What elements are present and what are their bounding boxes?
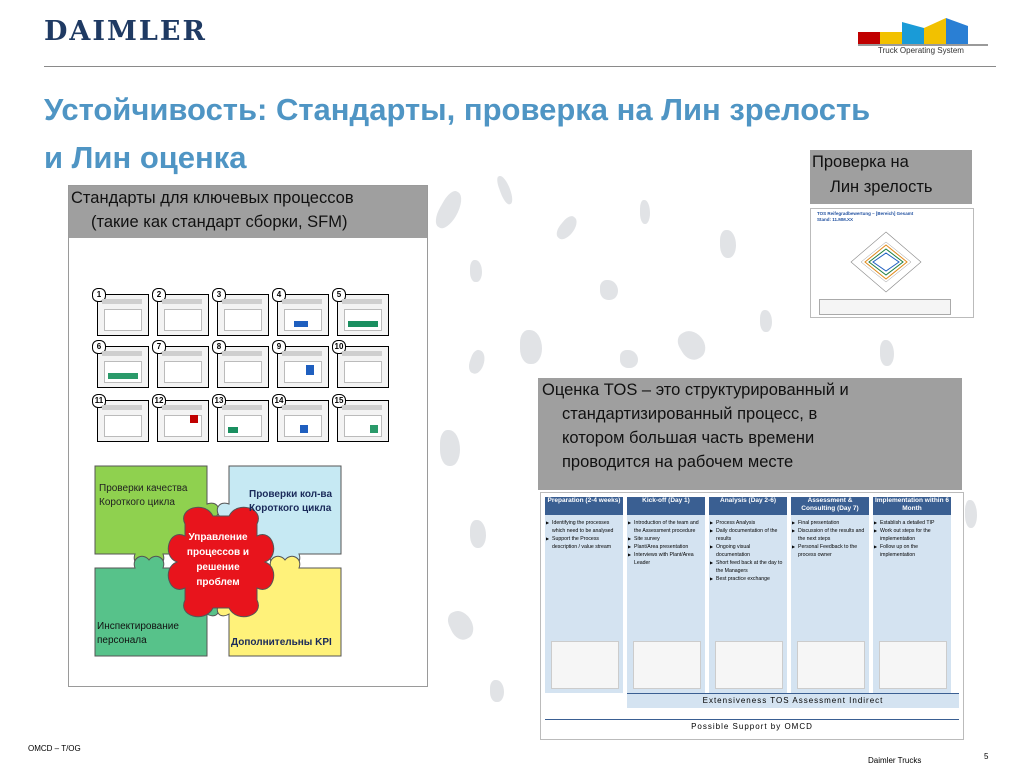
puzzle-top-left-label: Проверки качества Короткого цикла (99, 483, 188, 508)
standard-card (276, 342, 329, 388)
phase-title: Kick-off (Day 1) (627, 497, 705, 515)
card-number: 12 (152, 394, 166, 408)
phase-thumbnail (879, 641, 947, 689)
phase-items (711, 519, 785, 583)
standard-card (336, 290, 389, 336)
phase-item: ▶ Plant/Area presentation (629, 543, 703, 551)
header-divider (44, 66, 996, 67)
standard-card (334, 396, 389, 442)
card-number: 15 (332, 394, 346, 408)
card-number: 9 (272, 340, 286, 354)
phase-item: ▶ Establish a detailed TIP (875, 519, 949, 527)
standard-card (276, 290, 329, 336)
phase-indirect-label: Extensiveness TOS Assessment Indirect (702, 696, 884, 705)
phase-column (709, 497, 787, 693)
phase-items (629, 519, 703, 567)
standard-card (154, 396, 209, 442)
tos-description-line1: Оценка TOS – это структурированный и (542, 381, 849, 399)
phase-item: ▶ Final presentation (793, 519, 867, 527)
card-number: 11 (92, 394, 106, 408)
card-number: 6 (92, 340, 106, 354)
standard-card (156, 342, 209, 388)
phase-item: ▶ Personal Feedback to the process owner (793, 543, 867, 559)
maturity-image-title: TOS Reifegradbewertung – [Bereich] Gesamt Stand: 11.MM.XX (817, 211, 914, 222)
card-number: 14 (272, 394, 286, 408)
card-number: 5 (332, 288, 346, 302)
phase-item: ▶ Follow up on the implementation (875, 543, 949, 559)
maturity-heading (810, 150, 972, 204)
tos-phases-table (540, 492, 964, 740)
maturity-assessment-thumbnail (810, 208, 974, 318)
standard-card (216, 342, 269, 388)
phase-item: ▶ Support the Process description / value stream (547, 535, 621, 551)
standard-card (274, 396, 329, 442)
phase-items (793, 519, 867, 559)
maturity-heading-line1: Проверка на (812, 153, 909, 171)
phase-column (627, 497, 705, 693)
card-number: 13 (212, 394, 226, 408)
tos-description-line2: стандартизированный процесс, в (562, 405, 818, 423)
phase-item: ▶ Introduction of the team and the Assessment procedure (629, 519, 703, 535)
card-number: 2 (152, 288, 166, 302)
card-number: 3 (212, 288, 226, 302)
phase-item: ▶ Site survey (629, 535, 703, 543)
daimler-logo: DAIMLER (44, 16, 207, 47)
footer-department: OMCD – T/OG (28, 744, 81, 753)
standard-card (334, 342, 389, 388)
card-number: 1 (92, 288, 106, 302)
phase-indirect-bar (627, 693, 959, 708)
card-number: 10 (332, 340, 346, 354)
slide-title-line2: и Лин оценка (44, 140, 247, 175)
phase-title: Assessment & Consulting (Day 7) (791, 497, 869, 515)
standard-card (94, 396, 149, 442)
standard-card (216, 290, 269, 336)
page-number: 5 (984, 752, 989, 761)
phase-thumbnail (797, 641, 865, 689)
puzzle-top-right-label: Проверки кол-ва Короткого цикла (249, 489, 333, 514)
tos-description-line4: проводится на рабочем месте (562, 453, 794, 471)
puzzle-bottom-right-label: Дополнительны KPI (231, 637, 332, 648)
card-number: 7 (152, 340, 166, 354)
phase-item: ▶ Short feed back at the day to the Managers (711, 559, 785, 575)
phase-thumbnail (633, 641, 701, 689)
standards-heading-line2: (такие как стандарт сборки, SFM) (91, 213, 348, 231)
phase-title: Preparation (2-4 weeks) (545, 497, 623, 515)
phase-support-bar (545, 719, 959, 734)
phase-item: ▶ Work out steps for the implementation (875, 527, 949, 543)
phase-column (873, 497, 951, 693)
footer-company: Daimler Trucks (868, 756, 922, 765)
card-number: 4 (272, 288, 286, 302)
phase-title: Analysis (Day 2-6) (709, 497, 787, 515)
phase-thumbnail (551, 641, 619, 689)
standard-card (156, 290, 209, 336)
phase-item: ▶ Discussion of the results and the next steps (793, 527, 867, 543)
phase-items (875, 519, 949, 559)
slide-title-line1: Устойчивость: Стандарты, проверка на Лин зрелость (44, 92, 871, 127)
phase-item: ▶ Best practice exchange (711, 575, 785, 583)
phase-column (791, 497, 869, 693)
phase-item: ▶ Ongoing visual documentation (711, 543, 785, 559)
phase-item: ▶ Process Analysis (711, 519, 785, 527)
standards-panel (68, 185, 428, 687)
phase-item: ▶ Interviews with Plant/Area Leader (629, 551, 703, 567)
standards-heading-line1: Стандарты для ключевых процессов (71, 189, 354, 207)
phase-column (545, 497, 623, 693)
phase-support-label: Possible Support by OMCD (691, 722, 813, 731)
puzzle-bottom-left-label: Инспектирование персонала (97, 621, 179, 646)
puzzle-center-label: Управление процессов и решение проблем (186, 532, 250, 588)
phase-title: Implementation within 6 Month (873, 497, 951, 515)
radar-chart-icon (841, 227, 931, 297)
standard-card (96, 290, 149, 336)
tos-description (538, 378, 962, 490)
phase-item: ▶ Daily documentation of the results (711, 527, 785, 543)
phase-item: ▶ Identifying the processes which need to be analysed (547, 519, 621, 535)
tos-brand-label: Truck Operating System (878, 46, 964, 55)
maturity-heading-line2: Лин зрелость (830, 178, 933, 196)
tos-description-line3: котором большая часть времени (562, 429, 815, 447)
phase-thumbnail (715, 641, 783, 689)
standard-card (96, 342, 149, 388)
card-number: 8 (212, 340, 226, 354)
standard-card (214, 396, 269, 442)
standards-heading (69, 186, 427, 238)
phase-items (547, 519, 621, 551)
